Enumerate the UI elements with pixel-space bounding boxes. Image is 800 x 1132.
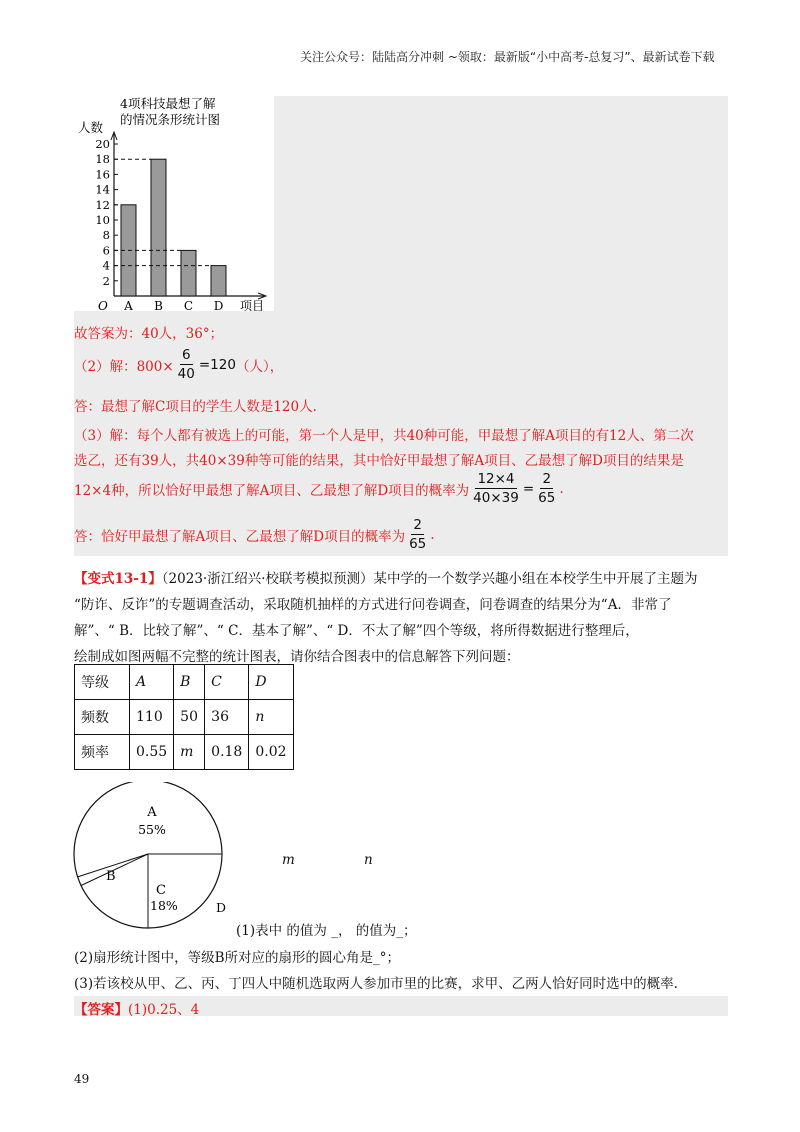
- table-cell: 等级: [75, 665, 130, 700]
- variant-tag: 【变式13-1】: [74, 571, 162, 587]
- answer-line-6: [74, 470, 564, 507]
- chart-title-line2: 的情况条形统计图: [120, 112, 221, 127]
- table-cell: 频率: [75, 735, 130, 770]
- y-tick-label: 6: [102, 243, 110, 258]
- pie-label-B: B: [106, 869, 116, 884]
- answer-tag: 【答案】: [74, 1002, 128, 1018]
- bar-D: [211, 266, 226, 296]
- page-header: 关注公众号：陆陆高分冲刺 ~领取：最新版“小中高考-总复习”、最新试卷下载: [300, 50, 715, 64]
- x-tick-label: B: [154, 299, 163, 311]
- pie-label-D: D: [216, 900, 227, 915]
- sub-question-3: (3)若该校从甲、乙、丙、丁四人中随机选取两人参加市里的比赛，求甲、乙两人恰好同时选中的概率.: [74, 976, 678, 992]
- pie-pct-C: 18%: [150, 898, 178, 913]
- y-tick-label: 20: [95, 137, 110, 151]
- table-cell: B: [174, 665, 205, 700]
- bar-chart: [74, 96, 274, 311]
- question-line-2: “防诈、反诈”的专题调查活动，采取随机抽样的方式进行问卷调查，问卷调查的结果分为“A．非常了: [74, 597, 672, 613]
- question-line-1: 【变式13-1】（2023·浙江绍兴·校联考模拟预测）某中学的一个数学兴趣小组在本校学生中开展了主题为: [74, 571, 698, 587]
- table-row: [75, 700, 294, 735]
- floating-m: m: [282, 852, 295, 868]
- bar-C: [181, 250, 196, 296]
- line2-equals: =120: [198, 356, 236, 373]
- y-tick-label: 2: [102, 273, 110, 288]
- answer-line-3: 答：最想了解C项目的学生人数是120人.: [74, 399, 317, 415]
- pie-label-A: A: [147, 805, 157, 820]
- line2-prefix: （2）解：800×: [74, 358, 174, 375]
- question-line-3: 解”、“ B．比较了解”、“ C．基本了解”、“ D．不太了解”四个等级，将所得数据进行整理后，: [74, 623, 639, 639]
- line6-suffix: .: [559, 480, 564, 497]
- pie-label-C: C: [156, 883, 166, 898]
- y-tick-label: 8: [102, 228, 110, 243]
- table-cell: 0.55: [130, 735, 174, 770]
- x-tick-label: D: [213, 299, 224, 311]
- y-tick-label: 18: [95, 152, 110, 167]
- answer-line-2: [74, 346, 283, 383]
- y-tick-label: 4: [102, 258, 110, 273]
- fraction-12x4-40x39: $\frac{12\times 4}{40\times 39}$: [473, 471, 519, 506]
- table-cell: 0.02: [249, 735, 293, 770]
- table-row: [75, 665, 294, 700]
- floating-n: n: [364, 852, 373, 868]
- y-tick-label: 16: [95, 167, 110, 182]
- frequency-table: [74, 664, 294, 770]
- sub-question-2: (2)扇形统计图中，等级B所对应的扇形的圆心角是_°；: [74, 950, 401, 966]
- fraction-2-65: $\frac{2}{65}$: [538, 471, 556, 506]
- page-number: 49: [74, 1072, 90, 1086]
- answer-line-7: [74, 516, 435, 553]
- table-cell: C: [205, 665, 249, 700]
- bar-B: [151, 159, 166, 296]
- line7-prefix: 答：恰好甲最想了解A项目、乙最想了解D项目的概率为: [74, 528, 406, 545]
- table-cell: A: [130, 665, 174, 700]
- answer-line-1: 故答案为：40人，36°；: [74, 326, 224, 342]
- fraction-6-40: $\frac{6}{40}$: [177, 347, 195, 382]
- table-cell: 频数: [75, 700, 130, 735]
- y-tick-label: 10: [95, 213, 110, 227]
- table-cell: 50: [174, 700, 205, 735]
- line7-suffix: .: [430, 526, 435, 543]
- answer-value: (1)0.25、4: [128, 1002, 200, 1018]
- y-axis-label: 人数: [78, 120, 104, 135]
- table-cell: m: [174, 735, 205, 770]
- x-tick-label: C: [183, 299, 194, 311]
- table-cell: 110: [130, 700, 174, 735]
- answer-row: [74, 998, 199, 1018]
- sub-question-1: (1)表中 的值为 _， 的值为_；: [236, 923, 417, 939]
- x-axis-label: 项目: [240, 299, 265, 311]
- line6-prefix: 12×4种，所以恰好甲最想了解A项目、乙最想了解D项目的概率为: [74, 482, 470, 499]
- y-tick-label: 14: [95, 182, 110, 197]
- table-cell: 36: [205, 700, 249, 735]
- table-row: [75, 735, 294, 770]
- x-tick-label: A: [124, 299, 133, 311]
- table-cell: 0.18: [205, 735, 249, 770]
- origin-label: O: [98, 299, 108, 311]
- question-line-4: 绘制成如图两幅不完整的统计图表，请你结合图表中的信息解答下列问题：: [74, 649, 520, 665]
- answer-line-4: （3）解：每个人都有被选上的可能，第一个人是甲，共40种可能，甲最想了解A项目的有12人、第二次: [74, 428, 694, 444]
- y-tick-label: 12: [95, 197, 110, 212]
- chart-title-line1: 4项科技最想了解: [120, 96, 216, 111]
- pie-pct-A: 55%: [138, 822, 166, 837]
- line2-suffix: （人），: [235, 358, 284, 375]
- fraction-2-65-final: $\frac{2}{65}$: [409, 517, 427, 552]
- table-cell: n: [249, 700, 293, 735]
- line6-equals: =: [522, 480, 535, 497]
- pie-chart: [70, 782, 240, 942]
- answer-line-5: 选乙，还有39人，共40×39种等可能的结果，其中恰好甲最想了解A项目、乙最想了解D项目的结果是: [74, 453, 684, 469]
- table-cell: D: [249, 665, 293, 700]
